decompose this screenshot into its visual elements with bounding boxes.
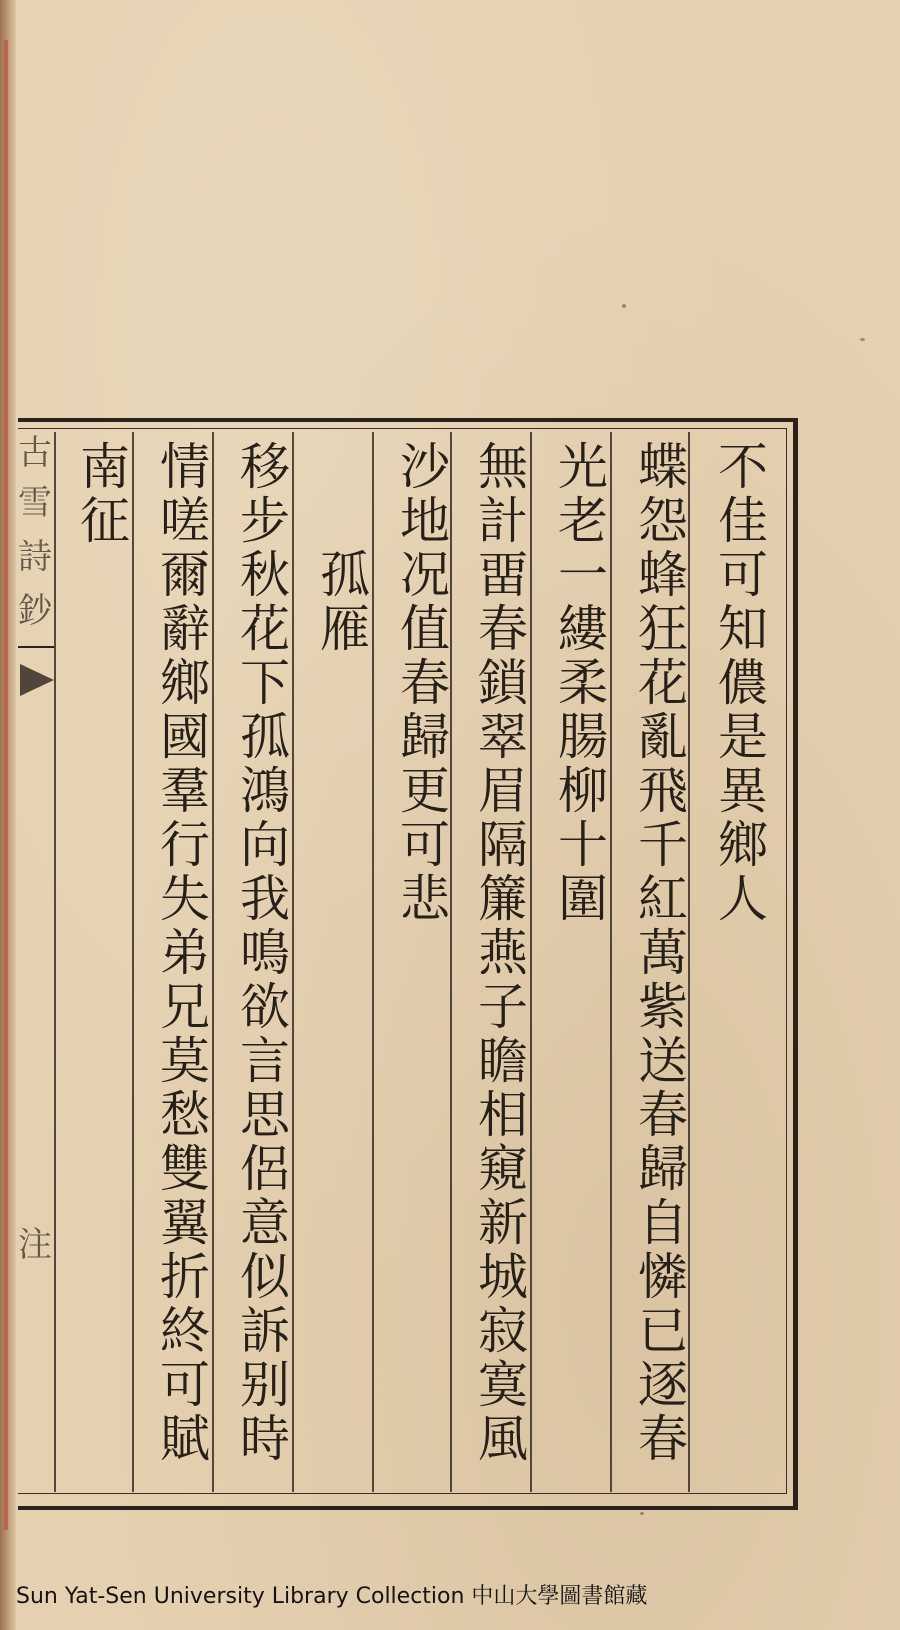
text-column-8: 情嗟爾辭鄉國羣行失弟兄莫愁雙翼折終可賦 [152, 440, 210, 1466]
binding-red-edge [4, 40, 8, 1530]
library-credit: Sun Yat-Sen University Library Collection 中山大學圖書館藏 [16, 1584, 648, 1609]
banxin-title-char: 鈔 [18, 591, 52, 631]
text-column-4: 無計畱春鎖翠眉隔簾燕子瞻相窺新城寂寞風 [470, 440, 528, 1466]
paper-speck [860, 338, 865, 341]
text-column-7: 移步秋花下孤鴻向我鳴欲言思侶意似訴别時 [232, 440, 290, 1466]
text-column-3: 光老一縷柔腸柳十圍 [550, 440, 608, 926]
text-column-1: 不佳可知儂是異鄉人 [710, 440, 768, 926]
paper-speck [640, 1512, 644, 1515]
poem-title-column: 孤雁 [312, 548, 370, 656]
text-column-5: 沙地况值春歸更可悲 [392, 440, 450, 926]
text-column-9: 南征 [72, 440, 130, 548]
banxin-title-char: 雪 [18, 483, 52, 523]
book-binding-edge [0, 0, 16, 1630]
banxin-bottom-char: 注 [18, 1225, 52, 1265]
banxin-title-char: 古 [18, 433, 52, 473]
paper-speck [622, 304, 626, 308]
text-column-2: 蝶怨蜂狂花亂飛千紅萬紫送春歸自憐已逐春 [630, 440, 688, 1466]
column-divider [54, 432, 56, 1492]
banxin-title-char: 詩 [18, 537, 52, 577]
